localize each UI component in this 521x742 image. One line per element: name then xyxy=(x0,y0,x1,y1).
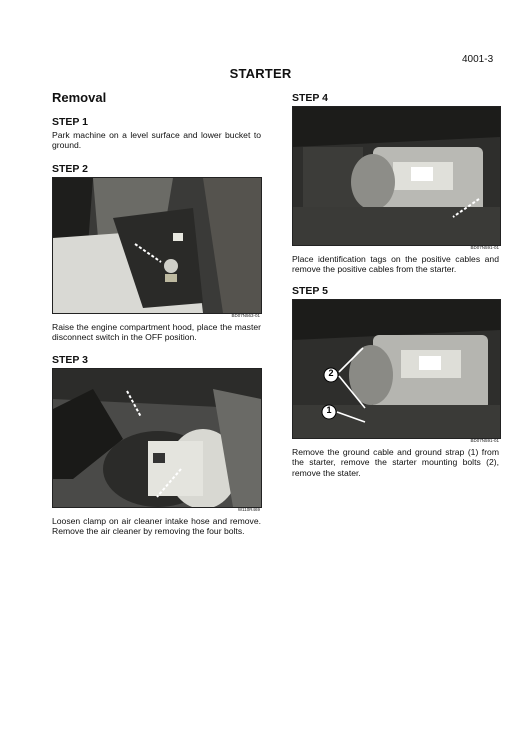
step-5-figure-code: BD07N591-01 xyxy=(470,438,499,443)
step-5-label: STEP 5 xyxy=(292,285,328,297)
step-1-text: Park machine on a level surface and lower bucket to ground. xyxy=(52,130,261,151)
section-title: Removal xyxy=(52,90,107,105)
step-4-photo xyxy=(292,106,501,246)
step-5-text: Remove the ground cable and ground strap (1) from the starter, remove the starter mounting bolts (2), remove the stater. xyxy=(292,447,499,478)
step-4-label: STEP 4 xyxy=(292,92,328,104)
page-number: 4001-3 xyxy=(462,54,494,65)
step-1-label: STEP 1 xyxy=(52,116,88,128)
step-2-text: Raise the engine compartment hood, place the master disconnect switch in the OFF position. xyxy=(52,322,261,343)
step-3-label: STEP 3 xyxy=(52,354,88,366)
step-3-figure-code: W110R469 xyxy=(237,507,260,512)
callout-2-label: 2 xyxy=(328,368,334,378)
page-title: STARTER xyxy=(229,66,292,81)
step-4-text: Place identification tags on the positive cables and remove the positive cables from the starter. xyxy=(292,254,499,275)
step-2-label: STEP 2 xyxy=(52,163,88,175)
step-2-figure-code: BD07N563-01 xyxy=(231,313,260,318)
step-5-photo xyxy=(292,299,501,439)
step-2-photo xyxy=(52,177,262,314)
step-3-text: Loosen clamp on air cleaner intake hose and remove. Remove the air cleaner by removing the four bolts. xyxy=(52,516,261,537)
step-3-photo xyxy=(52,368,262,508)
callout-1-label: 1 xyxy=(326,405,332,415)
step-4-figure-code: BD07N591-01 xyxy=(470,245,499,250)
